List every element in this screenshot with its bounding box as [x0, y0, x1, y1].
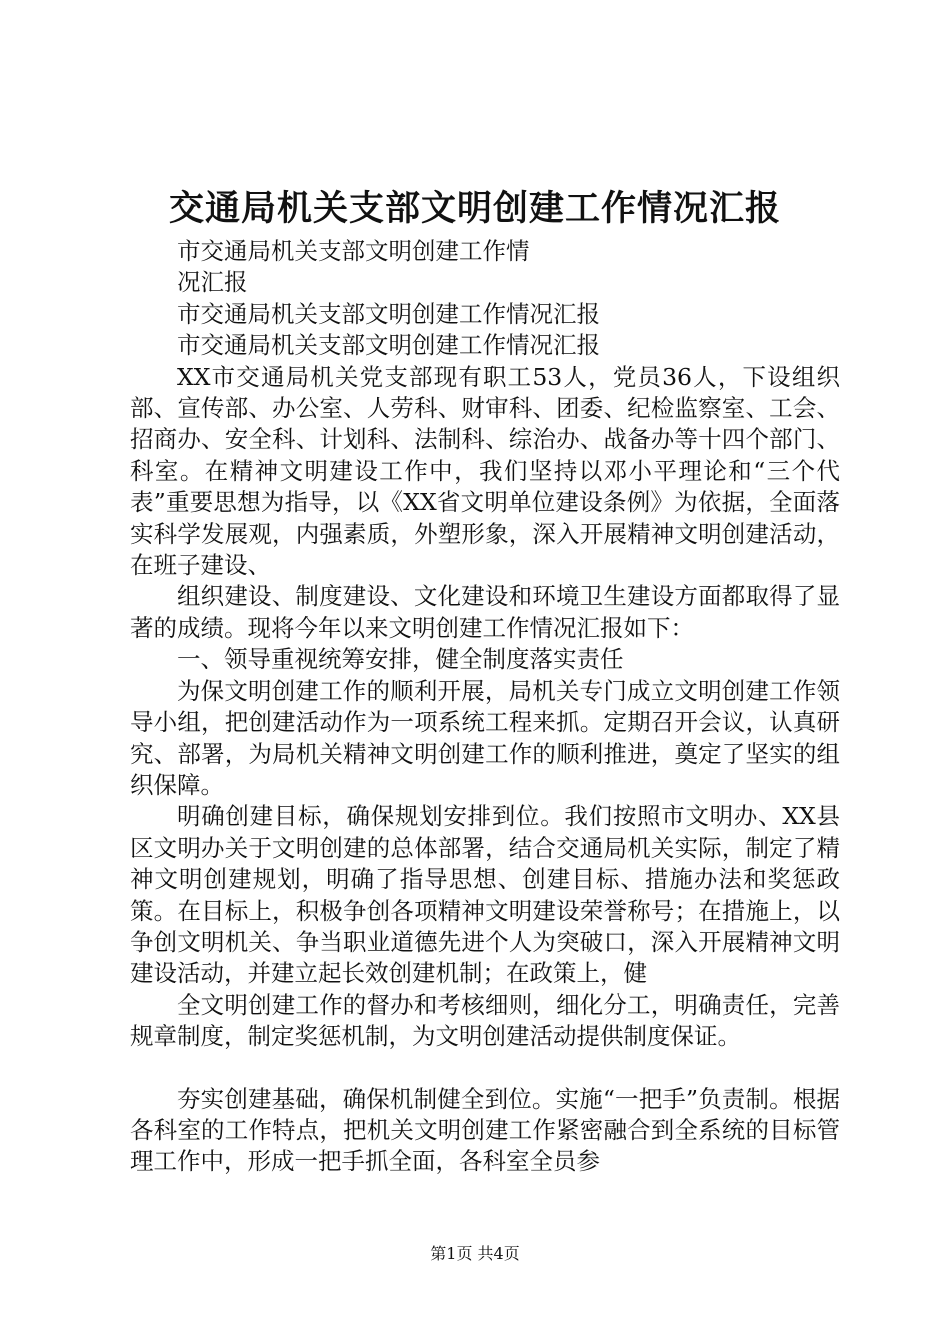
paragraph-achievements: 组织建设、制度建设、文化建设和环境卫生建设方面都取得了显著的成绩。现将今年以来文明创建工作情况汇报如下：	[130, 582, 840, 642]
paragraph-goals: 明确创建目标，确保规划安排到位。我们按照市文明办、XX县区文明办关于文明创建的总体部署，结合交通局机关实际，制定了精神文明创建规划，明确了指导思想、创建目标、措施办法和奖惩政策。在目标上，积极争创各项精神文明建设荣誉称号；在措施上，以争创文明机关、争当职业道德先进个人为突破口，深入开展精神文明建设活动，并建立起长效创建机制；在政策上，健	[130, 802, 840, 988]
paragraph-rules: 全文明创建工作的督办和考核细则，细化分工，明确责任，完善规章制度，制定奖惩机制，为文明创建活动提供制度保证。	[130, 990, 840, 1051]
paragraph-subtitle-1: 市交通局机关支部文明创建工作情况汇报	[177, 299, 600, 328]
paragraph-leadership: 为保文明创建工作的顺利开展，局机关专门成立文明创建工作领导小组，把创建活动作为一项系统工程来抓。定期召开会议，认真研究、部署，为局机关精神文明创建工作的顺利推进，奠定了坚实的组织保障。	[130, 676, 840, 799]
paragraph-heading-line-1: 市交通局机关支部文明创建工作情	[177, 237, 530, 265]
paragraph-intro: XX市交通局机关党支部现有职工53人，党员36人，下设组织部、宣传部、办公室、人劳科、财审科、团委、纪检监察室、工会、招商办、安全科、计划科、法制科、综治办、战备办等十四个部门、科室。在精神文明建设工作中，我们坚持以邓小平理论和“三个代表”重要思想为指导，以《XX省文明单位建设条例》为依据，全面落实科学发展观，内强素质，外塑形象，深入开展精神文明创建活动，在班子建设、	[130, 362, 840, 580]
page-footer: 第1页 共4页	[430, 1244, 520, 1263]
paragraph-heading-line-2: 况汇报	[177, 268, 248, 297]
section-heading-1: 一、领导重视统筹安排，健全制度落实责任	[177, 645, 624, 674]
paragraph-spacer	[130, 1053, 840, 1084]
paragraph-foundation: 夯实创建基础，确保机制健全到位。实施“一把手”负责制。根据各科室的工作特点，把机关文明创建工作紧密融合到全系统的目标管理工作中，形成一把手抓全面，各科室全员参	[130, 1084, 840, 1176]
paragraph-subtitle-2: 市交通局机关支部文明创建工作情况汇报	[177, 331, 600, 360]
document-title: 交通局机关支部文明创建工作情况汇报	[168, 188, 781, 229]
document-body	[130, 236, 840, 1178]
